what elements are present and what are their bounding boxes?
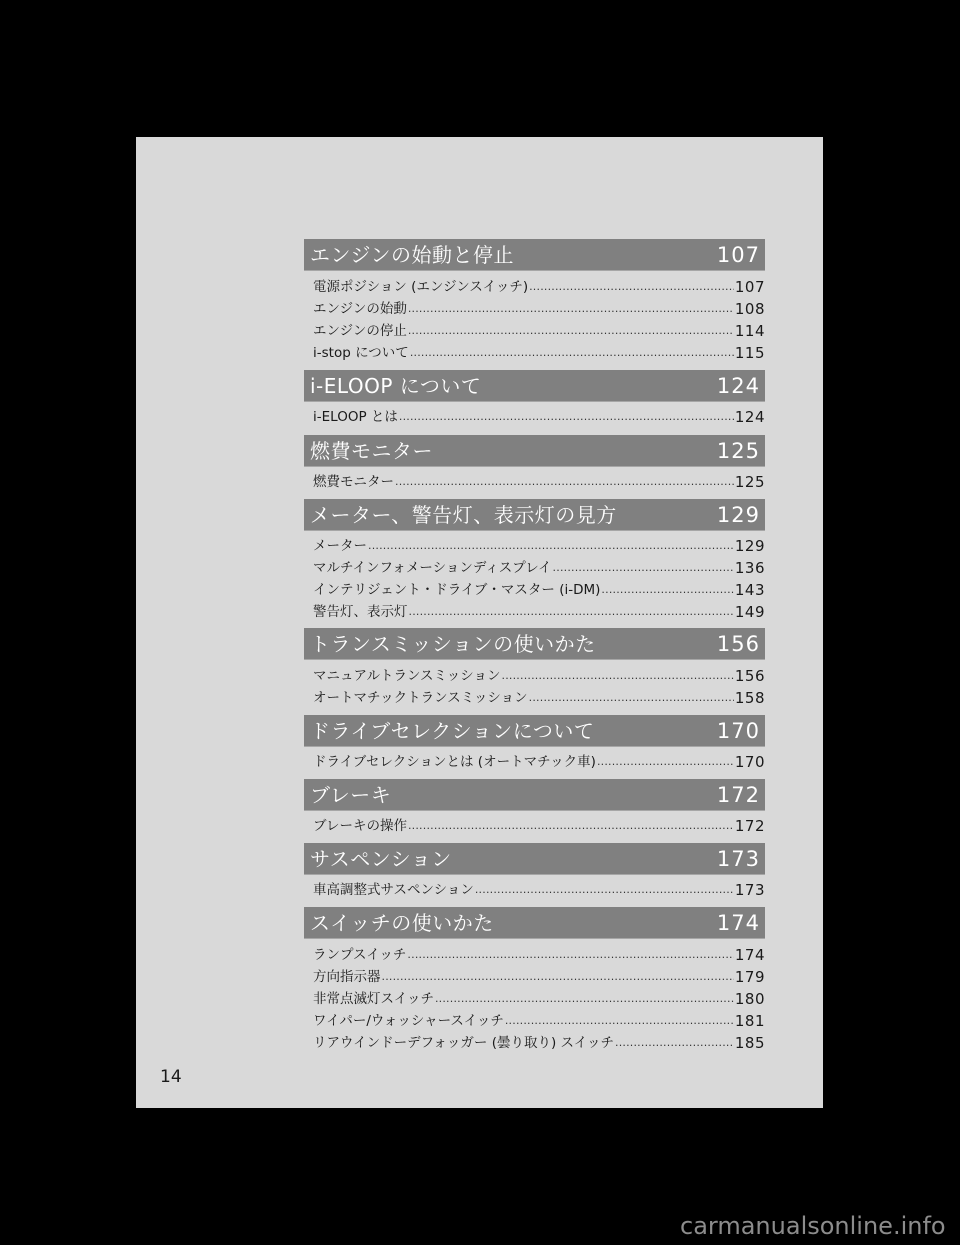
entry-label: リアウインドーデフォッガー (曇り取り) スイッチ	[313, 1035, 614, 1051]
section-header-suspension[interactable]	[304, 843, 765, 875]
entry-label: 警告灯、表示灯	[313, 604, 408, 620]
toc-entry[interactable]	[313, 341, 765, 363]
entry-label: ブレーキの操作	[313, 818, 407, 834]
entry-label: ワイパー/ウォッシャースイッチ	[313, 1013, 504, 1029]
dot-leader	[601, 580, 733, 600]
entry-page-number: 108	[734, 300, 765, 318]
entry-label: 電源ポジション (エンジンスイッチ)	[313, 279, 529, 295]
entry-label: 車高調整式サスペンション	[313, 882, 474, 898]
entry-label: 方向指示器	[313, 969, 381, 985]
entry-page-number: 136	[734, 559, 765, 577]
section-title: トランスミッションの使いかた	[310, 632, 596, 656]
toc-entry[interactable]	[313, 275, 765, 297]
page-number: 14	[160, 1067, 182, 1087]
entry-page-number: 174	[734, 946, 765, 964]
entry-label: マニュアルトランスミッション	[313, 668, 501, 684]
entry-label: インテリジェント・ドライブ・マスター (i-DM)	[313, 582, 601, 598]
entry-page-number: 129	[734, 537, 765, 555]
dot-leader	[407, 945, 733, 965]
dot-leader	[502, 666, 734, 686]
toc-entry[interactable]	[313, 1009, 765, 1031]
entry-page-number: 107	[734, 278, 765, 296]
entry-page-number: 180	[734, 990, 765, 1008]
entry-page-number: 149	[734, 603, 765, 621]
section-page-number: 173	[716, 847, 760, 871]
section-title: スイッチの使いかた	[310, 911, 494, 935]
section-title: 燃費モニター	[310, 439, 433, 463]
entry-label: i-stop について	[313, 345, 409, 361]
entry-label: マルチインフォメーションディスプレイ	[313, 560, 552, 576]
entry-page-number: 179	[734, 968, 765, 986]
entry-page-number: 170	[734, 753, 765, 771]
toc-entry[interactable]	[313, 319, 765, 341]
entry-page-number: 114	[734, 322, 765, 340]
section-header-brakes[interactable]	[304, 779, 765, 811]
dot-leader	[597, 752, 734, 772]
entry-label: i-ELOOP とは	[313, 409, 398, 425]
entry-label: ランプスイッチ	[313, 947, 407, 963]
section-page-number: 170	[716, 719, 760, 743]
dot-leader	[382, 967, 734, 987]
dot-leader	[475, 880, 734, 900]
dot-leader	[435, 989, 734, 1009]
entry-page-number: 173	[734, 881, 765, 899]
toc-entry[interactable]	[313, 470, 765, 492]
entry-page-number: 185	[734, 1034, 765, 1052]
section-header-fuel-monitor[interactable]	[304, 435, 765, 467]
entry-label: エンジンの始動	[313, 301, 407, 317]
entry-page-number: 143	[734, 581, 765, 599]
entry-page-number: 158	[734, 689, 765, 707]
section-title: ドライブセレクションについて	[310, 719, 595, 743]
toc-entry[interactable]	[313, 578, 765, 600]
toc-entry[interactable]	[313, 686, 765, 708]
dot-leader	[529, 688, 734, 708]
section-page-number: 107	[716, 243, 760, 267]
section-header-transmission[interactable]	[304, 628, 765, 660]
section-page-number: 174	[716, 911, 760, 935]
entry-page-number: 156	[734, 667, 765, 685]
entry-label: 非常点滅灯スイッチ	[313, 991, 434, 1007]
entry-page-number: 124	[734, 408, 765, 426]
section-title: i-ELOOP について	[310, 374, 482, 398]
entry-page-number: 125	[734, 473, 765, 491]
section-page-number: 172	[716, 783, 760, 807]
section-header-i-eloop[interactable]	[304, 370, 765, 402]
section-title: サスペンション	[310, 847, 452, 871]
section-header-switches[interactable]	[304, 907, 765, 939]
dot-leader	[399, 407, 734, 427]
toc-entry[interactable]	[313, 297, 765, 319]
dot-leader	[410, 343, 734, 363]
section-page-number: 129	[716, 503, 760, 527]
dot-leader	[615, 1033, 734, 1053]
dot-leader	[553, 558, 734, 578]
dot-leader	[395, 472, 734, 492]
dot-leader	[408, 321, 734, 341]
toc-entry[interactable]	[313, 878, 765, 900]
entry-label: エンジンの停止	[313, 323, 407, 339]
dot-leader	[505, 1011, 734, 1031]
section-header-engine-start-stop[interactable]	[304, 239, 765, 271]
section-header-meters-warning-lights[interactable]	[304, 499, 765, 531]
toc-entry[interactable]	[313, 664, 765, 686]
section-title: エンジンの始動と停止	[310, 243, 514, 267]
dot-leader	[529, 277, 734, 297]
toc-entry[interactable]	[313, 405, 765, 427]
entry-page-number: 181	[734, 1012, 765, 1030]
toc-entry[interactable]	[313, 750, 765, 772]
toc-entry[interactable]	[313, 534, 765, 556]
entry-page-number: 115	[734, 344, 765, 362]
entry-label: ドライブセレクションとは (オートマチック車)	[313, 754, 596, 770]
toc-entry[interactable]	[313, 600, 765, 622]
toc-entry[interactable]	[313, 943, 765, 965]
section-title: ブレーキ	[310, 783, 392, 807]
toc-entry[interactable]	[313, 1031, 765, 1053]
watermark: carmanualsonline.info	[680, 1212, 946, 1240]
entry-label: メーター	[313, 538, 367, 554]
section-page-number: 125	[716, 439, 760, 463]
entry-label: 燃費モニター	[313, 474, 394, 490]
section-page-number: 124	[716, 374, 760, 398]
section-page-number: 156	[716, 632, 760, 656]
toc-entry[interactable]	[313, 556, 765, 578]
entry-label: オートマチックトランスミッション	[313, 690, 528, 706]
toc-entry[interactable]	[313, 814, 765, 836]
dot-leader	[408, 299, 734, 319]
dot-leader	[368, 536, 734, 556]
dot-leader	[409, 602, 734, 622]
entry-page-number: 172	[734, 817, 765, 835]
section-title: メーター、警告灯、表示灯の見方	[310, 503, 617, 527]
toc-entry[interactable]	[313, 965, 765, 987]
section-header-drive-selection[interactable]	[304, 715, 765, 747]
dot-leader	[408, 816, 734, 836]
manual-page	[136, 137, 823, 1108]
toc-entry[interactable]	[313, 987, 765, 1009]
